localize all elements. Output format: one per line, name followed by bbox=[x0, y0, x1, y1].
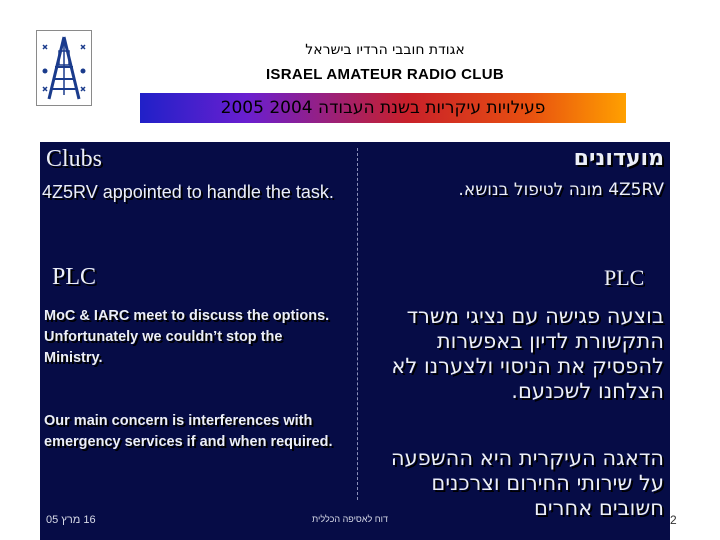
clubs-text-en: 4Z5RV appointed to handle the task. bbox=[42, 182, 334, 202]
english-club-title: ISRAEL AMATEUR RADIO CLUB bbox=[265, 66, 505, 83]
banner-title: פעילויות עיקריות בשנת העבודה 2004 2005 bbox=[220, 98, 546, 118]
concern-text-he: הדאגה העיקרית היא ההשפעה על שירותי החירום וצרכנים חשובים אחרים bbox=[390, 446, 664, 520]
iarc-logo bbox=[36, 30, 92, 106]
column-divider bbox=[357, 148, 358, 500]
clubs-heading-he: מועדונים bbox=[573, 146, 664, 171]
plc-text-he: בוצעה פגישה עם נציגי משרד התקשורת לדיון באפשרות להפסיק את הניסוי ולצערנו לא הצלחנו לשכנעם. bbox=[391, 304, 664, 403]
footer-date: 16 מרץ 05 bbox=[46, 514, 96, 526]
clubs-text-he: 4Z5RV מונה לטיפול בנושא. bbox=[458, 180, 664, 200]
footer-report-title: דוח לאסיפה הכללית bbox=[312, 514, 388, 524]
clubs-heading-en: Clubs bbox=[46, 146, 103, 172]
concern-text-en: Our main concern is interferences with emergency services if and when required. bbox=[44, 413, 333, 450]
plc-heading-en: PLC bbox=[52, 264, 97, 290]
hebrew-club-title: אגודת חובבי הרדיו בישראל bbox=[305, 42, 465, 58]
page-number: 2 bbox=[670, 513, 677, 527]
plc-heading-he: PLC bbox=[604, 265, 645, 290]
plc-text-en: MoC & IARC meet to discuss the options. Unfortunately we couldn’t stop the Ministry. bbox=[44, 308, 330, 366]
